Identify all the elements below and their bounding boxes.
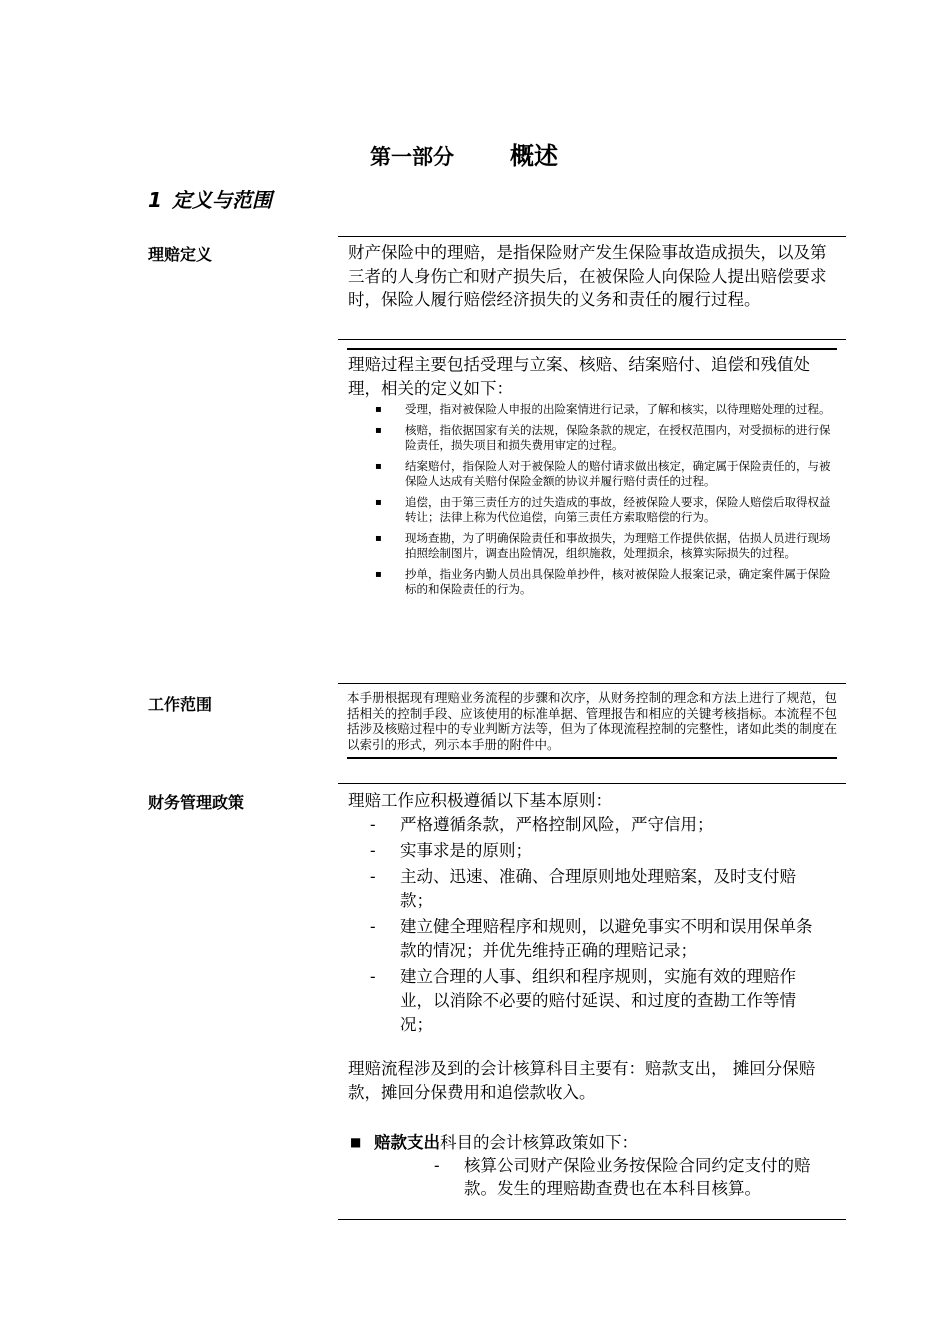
part-label: 第一部分 <box>370 145 454 169</box>
divider-policy-bottom <box>338 1219 846 1220</box>
square-bullet-icon: ■ <box>350 1135 362 1149</box>
finance-policy-label: 财务管理政策 <box>148 793 245 812</box>
section-number: 1 <box>148 188 162 212</box>
process-definition-list <box>372 402 838 603</box>
divider-definition-top <box>338 236 846 237</box>
claims-expense-bullet <box>350 1130 638 1155</box>
list-item: - 核算公司财产保险业务按保险合同约定支付的赔款。发生的理赔勘查费也在本科目核算。 <box>434 1154 830 1200</box>
process-intro: 理赔过程主要包括受理与立案、核赔、结案赔付、追偿和残值处理，相关的定义如下： <box>348 355 810 398</box>
divider-policy-top <box>338 783 846 784</box>
list-item: ▪ 抄单，指业务内勤人员出具保险单抄件，核对被保险人报案记录，确定案件属于保险标的和保险责任的行为。 <box>372 567 838 598</box>
list-item: ▪ 追偿，由于第三责任方的过失造成的事故，经被保险人要求，保险人赔偿后取得权益转让；法律上称为代位追偿，向第三责任方索取赔偿的行为。 <box>372 495 838 526</box>
list-item: - 严格遵循条款，严格控制风险，严守信用； <box>370 813 824 837</box>
list-item: ▪ 受理，指对被保险人申报的出险案情进行记录，了解和核实，以待理赔处理的过程。 <box>372 402 838 418</box>
list-item: - 建立健全理赔程序和规则，以避免事实不明和误用保单条款的情况；并优先维持正确的理赔记录； <box>370 915 824 963</box>
accounts-text: 理赔流程涉及到的会计核算科目主要有：赔款支出， 摊回分保赔款，摊回分保费用和追偿款收入。 <box>348 1059 816 1102</box>
list-item: ▪ 现场查勘，为了明确保险责任和事故损失，为理赔工作提供依据，估损人员进行现场拍照绘制图片，调查出险情况，组织施救，处理损余，核算实际损失的过程。 <box>372 531 838 562</box>
bullet-bold: 赔款支出 <box>374 1133 440 1152</box>
divider-scope-top <box>338 683 846 684</box>
divider-process-top <box>347 348 837 350</box>
claims-definition-text: 财产保险中的理赔，是指保险财产发生保险事故造成损失，以及第三者的人身伤亡和财产损失后，在被保险人向保险人提出赔偿要求时，保险人履行赔偿经济损失的义务和责任的履行过程。 <box>348 243 827 309</box>
work-scope-text: 本手册根据现有理赔业务流程的步骤和次序，从财务控制的理念和方法上进行了规范，包括相关的控制手段、应该使用的标准单据、管理报告和相应的关键考核指标。本流程不包括涉及核赔过程中的专业判断方法等，但为了体现流程控制的完整性，诸如此类的制度在以索引的形式，列示本手册的附件中。 <box>347 690 837 752</box>
bullet-rest: 科目的会计核算政策如下： <box>440 1133 638 1152</box>
list-item: - 实事求是的原则； <box>370 839 824 863</box>
part-title <box>370 136 558 171</box>
claims-definition-label: 理赔定义 <box>148 245 213 264</box>
list-item: ▪ 结案赔付，指保险人对于被保险人的赔付请求做出核定，确定属于保险责任的，与被保险人达成有关赔付保险金额的协议并履行赔付责任的过程。 <box>372 459 838 490</box>
divider-scope-bottom <box>347 757 837 759</box>
list-item: - 主动、迅速、准确、合理原则地处理赔案，及时支付赔款； <box>370 865 824 913</box>
claims-expense-sublist <box>434 1154 830 1200</box>
section-title <box>148 184 272 213</box>
work-scope-label: 工作范围 <box>148 695 213 714</box>
part-heading: 概述 <box>510 142 558 170</box>
list-item: - 建立合理的人事、组织和程序规则，实施有效的理赔作业，以消除不必要的赔付延误、和过度的查勘工作等情况； <box>370 965 824 1037</box>
list-item: ▪ 核赔，指依据国家有关的法规，保险条款的规定，在授权范围内，对受损标的进行保险责任，损失项目和损失费用审定的过程。 <box>372 423 838 454</box>
principles-list <box>370 813 824 1039</box>
divider-definition-mid <box>338 339 846 340</box>
section-heading: 定义与范围 <box>172 188 272 212</box>
principles-intro: 理赔工作应积极遵循以下基本原则： <box>348 791 612 810</box>
